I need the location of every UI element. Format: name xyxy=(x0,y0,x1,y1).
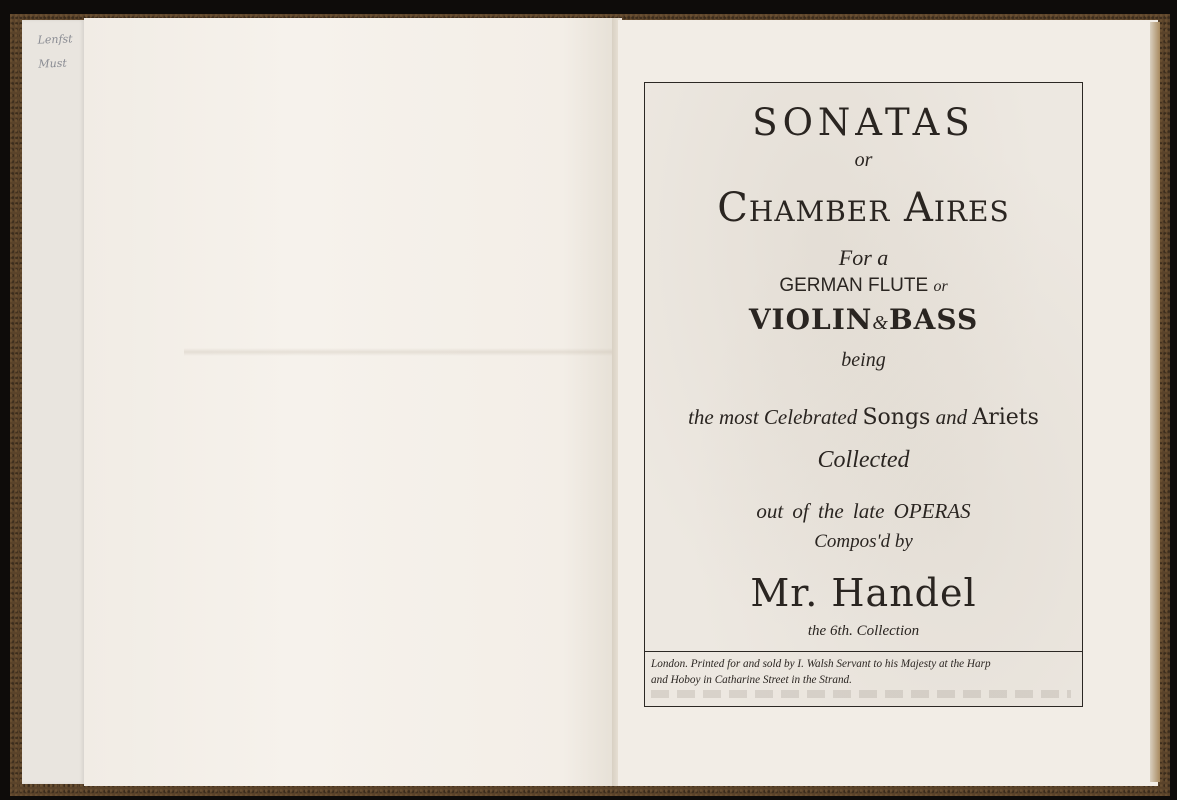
imprint-line-1: London. Printed for and sold by I. Walsh Servant to his Majesty at the Harp xyxy=(651,658,991,670)
page-edge xyxy=(1150,22,1160,782)
imprint-box xyxy=(645,651,1082,707)
celebrated-line xyxy=(645,405,1082,430)
ampersand: & xyxy=(872,312,889,334)
celebrated-part-4: Ariets xyxy=(972,405,1039,430)
conjunction-or: or xyxy=(854,149,873,171)
engraved-title-plate xyxy=(644,82,1083,707)
instrument-line-2 xyxy=(645,303,1082,336)
main-title: SONATAS xyxy=(752,101,975,144)
imprint-line-2: and Hoboy in Catharine Street in the Strand. xyxy=(651,674,852,686)
for-a-text: For a xyxy=(838,245,889,270)
pencil-margin-note: Lenfst Must xyxy=(37,32,73,71)
composed-by-text: Compos'd by xyxy=(814,531,913,552)
instrument-german-flute: GERMAN FLUTE xyxy=(779,275,929,296)
instrument-bass: BASS xyxy=(888,303,979,336)
celebrated-part-2: Songs xyxy=(862,405,931,430)
celebrated-part-1: the most Celebrated xyxy=(688,405,858,429)
collection-number: the 6th. Collection xyxy=(807,623,920,639)
endpaper-strip xyxy=(22,20,84,784)
collected-text: Collected xyxy=(817,447,910,473)
page-crease xyxy=(184,348,684,356)
being-text: being xyxy=(841,349,886,371)
composer-name: Mr. Handel xyxy=(750,571,977,615)
subtitle: Chamber Aires xyxy=(717,185,1010,231)
instrument-line-1 xyxy=(645,275,1082,297)
blank-left-page xyxy=(84,18,616,786)
operas-line: out of the late OPERAS xyxy=(756,499,971,523)
celebrated-part-3: and xyxy=(935,405,968,429)
instrument-violin: VIOLIN xyxy=(748,303,873,336)
conjunction-or-2: or xyxy=(933,278,948,295)
faded-imprint-trace xyxy=(651,690,1071,698)
